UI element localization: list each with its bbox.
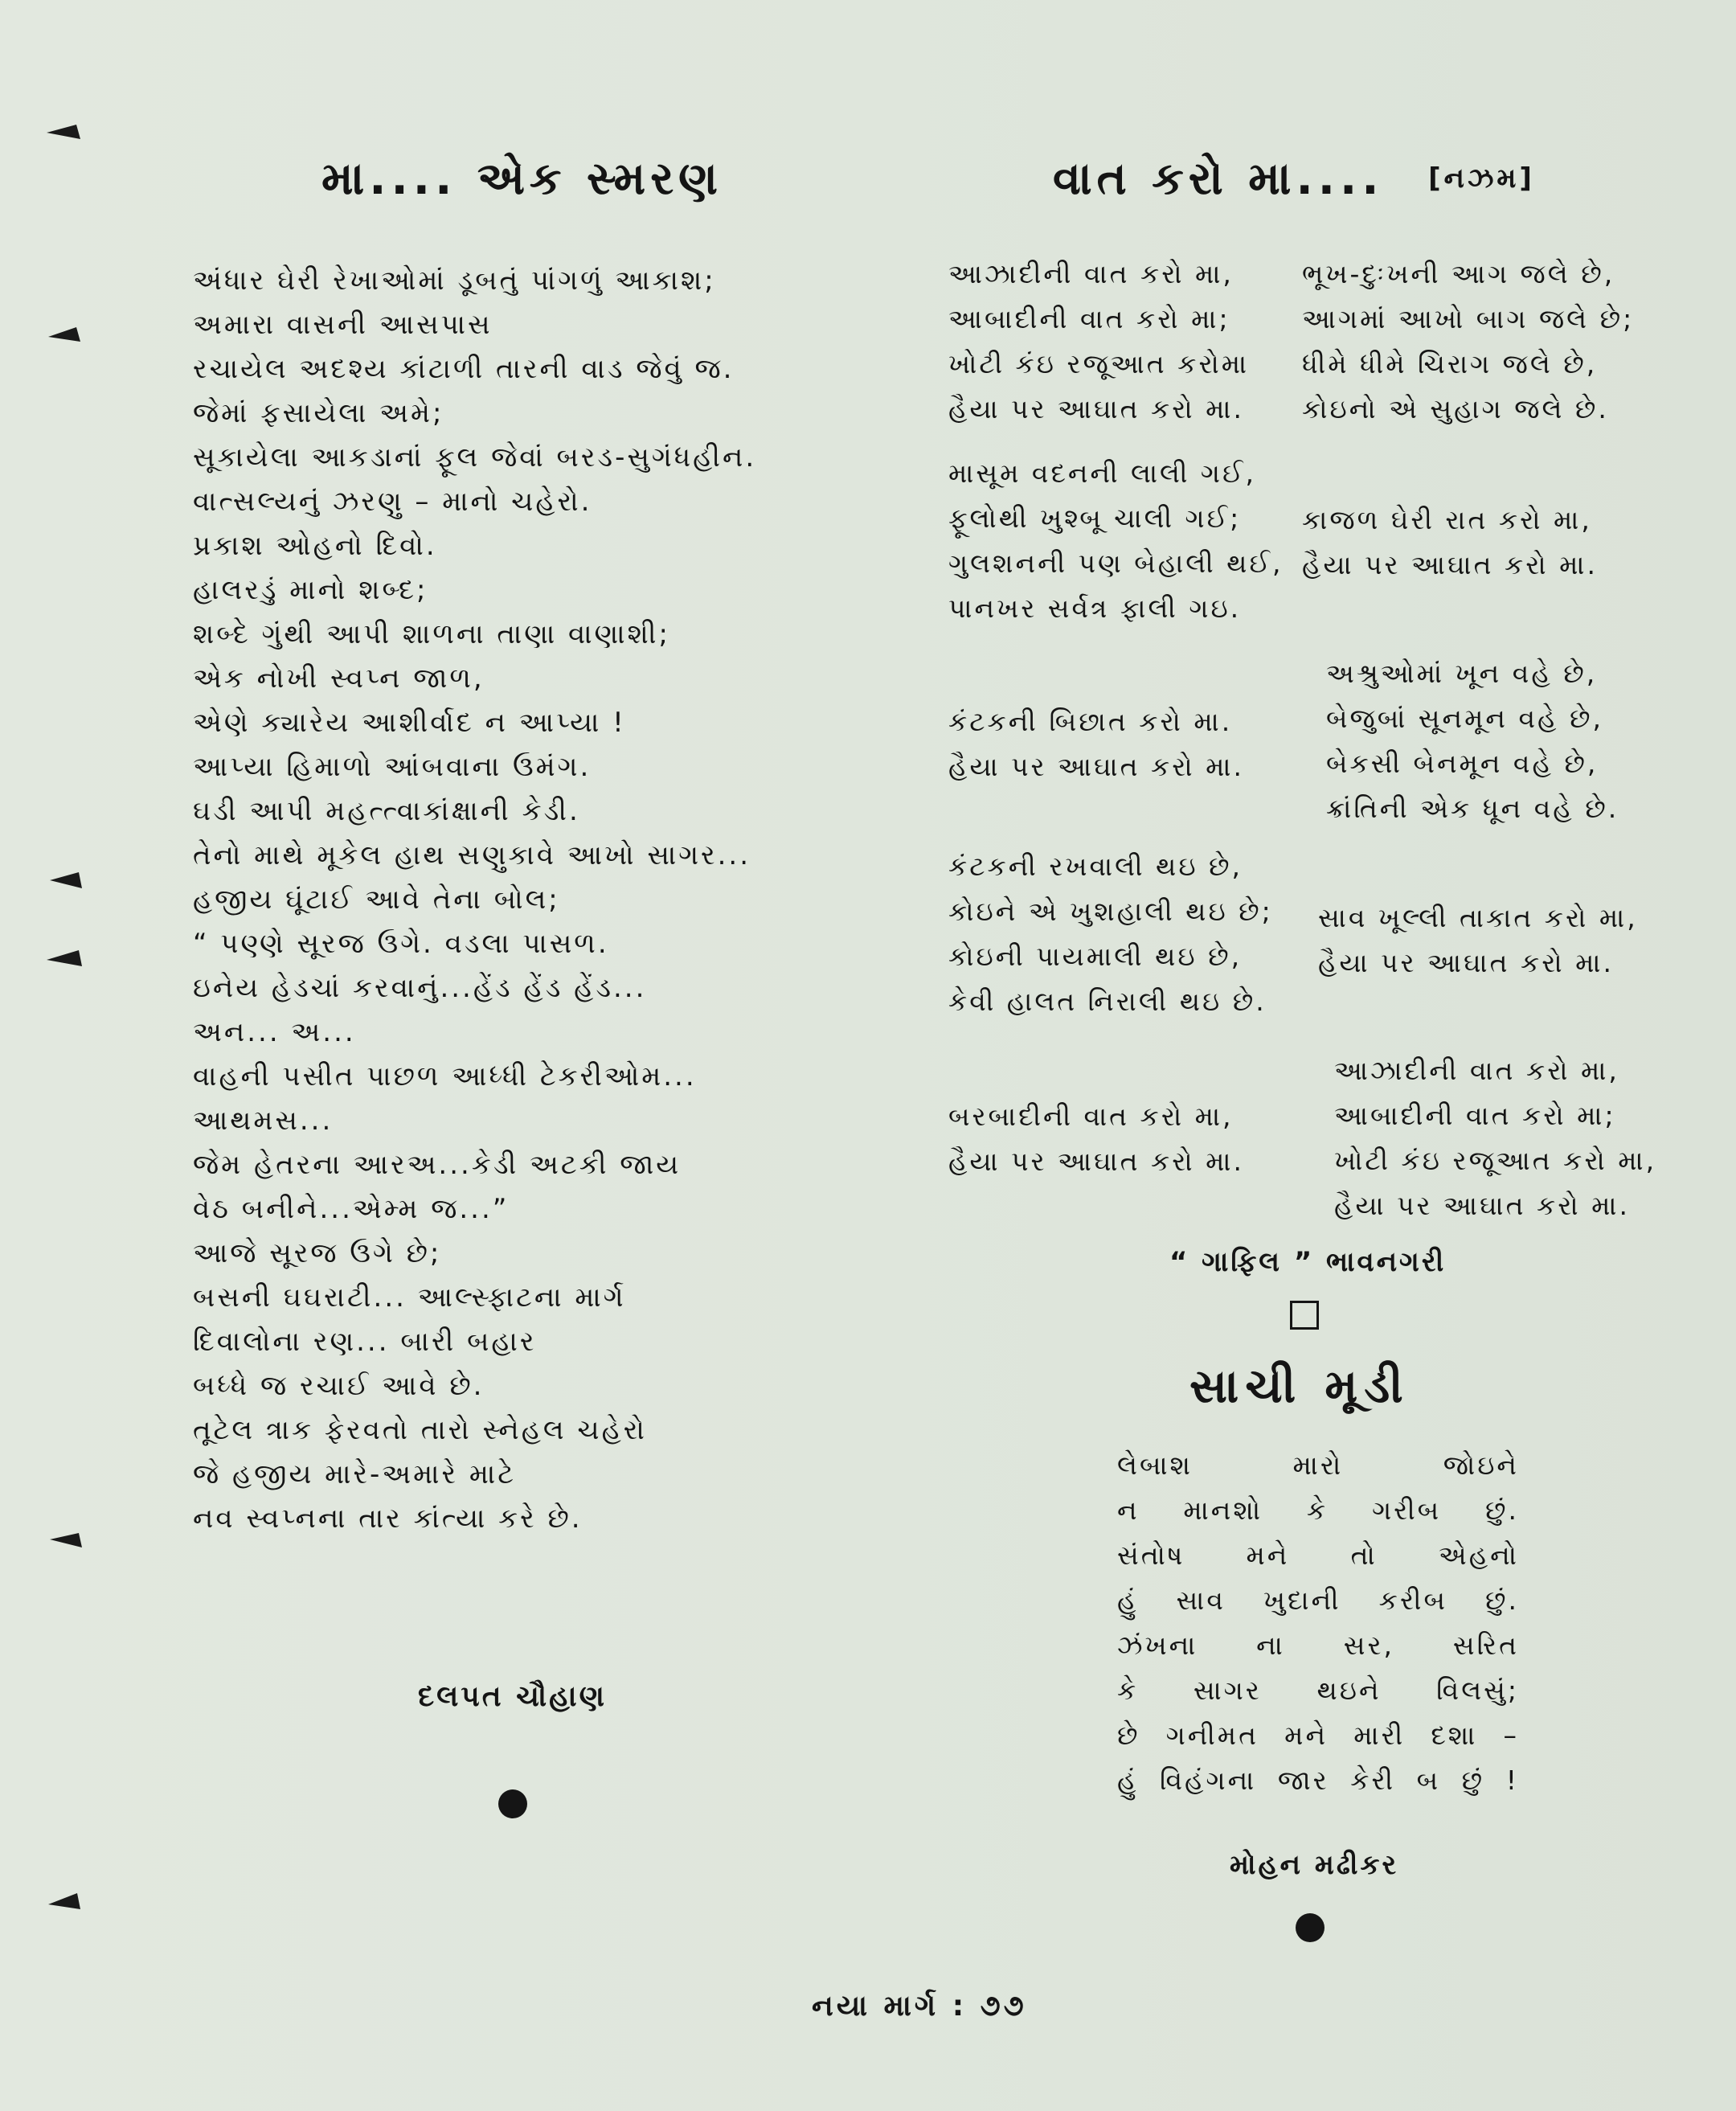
poem-line: રચાયેલ અદશ્ય કાંટાળી તારની વાડ જેવું જ. [193, 353, 735, 385]
punch-hole-mark [40, 109, 88, 157]
poem-line: કે સાગર થઇને વિલસું; [1117, 1674, 1519, 1706]
poem-line: અમારા વાસની આસપાસ [193, 309, 493, 341]
poem-line: આથમસ... [193, 1105, 334, 1137]
poem-line: આજે સૂરજ ઉગે છે; [193, 1237, 442, 1269]
poem-line: શબ્દે ગુંથી આપી શાળના તાણા વાણાશી; [193, 618, 670, 650]
poem-line: બેજુબાં સૂનમૂન વહે છે, [1326, 703, 1603, 734]
poem-line: ક્રાંતિની એક ધૂન વહે છે. [1326, 793, 1619, 824]
stanza-4-left [948, 844, 1273, 1024]
poem-line: કેવી હાલત નિરાલી થઇ છે. [948, 986, 1267, 1017]
poem-line: હાલરડું માનો શબ્દ; [193, 574, 428, 606]
poem-line: આબાદીની વાત કરો મા; [1334, 1100, 1616, 1131]
poem-line: હજીય ઘૂંટાઈ આવે તેના બોલ; [193, 883, 560, 916]
poem-line: જેમ હેતરના આરઅ...કેડી અટકી જાય [193, 1149, 682, 1181]
poem-line: લેબાશ મારો જોઇને [1117, 1449, 1519, 1481]
poem-line: તેનો માથે મૂકેલ હાથ સણુકાવે આખો સાગર... [193, 839, 751, 871]
stanza-5-right [1334, 1048, 1656, 1228]
poem-line: વેઠ બનીને...એમ્મ જ...” [193, 1193, 510, 1225]
poem-line: બરબાદીની વાત કરો મા, [948, 1101, 1234, 1132]
poem-line: ન માનશો કે ગરીબ છું. [1117, 1494, 1519, 1526]
poem-line: આબાદીની વાત કરો મા; [948, 303, 1230, 334]
poem-line: કાજળ ઘેરી રાત કરો મા, [1302, 504, 1592, 535]
poem-line: સાવ ખૂલ્લી તાકાત કરો મા, [1318, 902, 1638, 933]
stanza-5-left [948, 1094, 1244, 1184]
stanza-4-right [1318, 896, 1638, 986]
poem-line: ગુલશનની પણ બેહાલી થઈ, [948, 547, 1284, 579]
poem-line: હૈયા પર આઘાત કરો મા. [948, 1146, 1244, 1177]
poem-line: હૈયા પર આઘાત કરો મા. [948, 393, 1244, 424]
small-poem-title: સાચી મૂડી [1189, 1359, 1410, 1413]
poem-line: હૈયા પર આઘાત કરો મા. [1302, 549, 1598, 580]
poem-line: સંતોષ મને તો એહનો [1117, 1539, 1519, 1571]
left-poem-body [193, 259, 836, 1541]
poem-line: ઇનેય હેડચાં કરવાનું...હેંડ હેંડ હેંડ... [193, 972, 647, 1004]
poem-line: હૈયા પર આઘાત કરો મા. [1318, 947, 1614, 978]
poem-line: કોઇને એ ખુશહાલી થઇ છે; [948, 896, 1273, 927]
punch-hole-mark [40, 933, 88, 981]
square-separator-icon [1290, 1301, 1319, 1330]
poem-line: ખોટી કંઇ રજૂઆત કરોમા [948, 348, 1250, 379]
stanza-1-left [948, 252, 1249, 432]
stanza-3-left [948, 699, 1244, 789]
page-footer: નયા માર્ગ : ૭૭ [812, 1990, 1027, 2023]
poem-line: ફૂલોથી ખુશ્બૂ ચાલી ગઈ; [948, 502, 1242, 534]
poem-line: હૈયા પર આઘાત કરો મા. [1334, 1190, 1630, 1221]
poem-line: ધીમે ધીમે ચિરાગ જલે છે, [1302, 348, 1598, 379]
poem-line: હૈયા પર આઘાત કરો મા. [948, 751, 1244, 782]
punch-hole-mark [40, 1515, 88, 1564]
poem-line: “ પણ્ણે સૂરજ ઉગે. વડલા પાસળ. [193, 928, 609, 960]
poem-line: છે ગનીમત મને મારી દશા – [1117, 1720, 1519, 1751]
poem-line: અંધાર ઘેરી રેખાઓમાં ડૂબતું પાંગળું આકાશ; [193, 264, 716, 297]
poem-line: કોઇની પાયમાલી થઇ છે, [948, 941, 1243, 972]
poem-line: કંટકની બિછાત કરો મા. [948, 706, 1233, 737]
poem-line: જેમાં ફસાયેલા અમે; [193, 397, 444, 429]
poem-line: પાનખર સર્વત્ર ફાલી ગઇ. [948, 592, 1242, 624]
poem-line: આઝાદીની વાત કરો મા, [948, 258, 1234, 289]
poem-line: બેકસી બેનમૂન વહે છે, [1326, 748, 1599, 779]
poem-line: કંટકની રખવાલી થઇ છે, [948, 851, 1243, 882]
poem-line: વાત્સલ્યનું ઝરણુ – માનો ચહેરો. [193, 486, 592, 518]
poem-line: ભૂખ-દુઃખની આગ જલે છે, [1302, 258, 1615, 289]
poem-line: સૂકાયેલા આકડાનાં ફૂલ જેવાં બરડ-સુગંધહીન. [193, 441, 757, 473]
poem-line: અન... અ... [193, 1016, 356, 1048]
punch-hole-mark [40, 309, 88, 358]
poem-line: આપ્યા હિમાળો આંબવાના ઉમંગ. [193, 751, 592, 783]
left-poem-title: મા.... એક સ્મરણ [321, 153, 723, 205]
stanza-2-right [1302, 498, 1598, 588]
poem-line: આગમાં આખો બાગ જલે છે; [1302, 303, 1635, 334]
bullet-icon [1296, 1913, 1325, 1942]
poem-line: ખોટી કંઇ રજૂઆત કરો મા, [1334, 1145, 1657, 1176]
poem-line: જે હજીય મારે-અમારે માટે [193, 1458, 517, 1490]
right-poem-title [1053, 153, 1535, 206]
poem-line: એક નોખી સ્વપ્ન જાળ, [193, 662, 485, 695]
poem-line: આઝાદીની વાત કરો મા, [1334, 1055, 1619, 1086]
poem-line: વાહની પસીત પાછળ આધ્ધી ટેકરીઓમ... [193, 1060, 697, 1092]
left-poem-author: દલપત ચૌહાણ [418, 1680, 607, 1713]
poem-line: નવ સ્વપ્નના તાર કાંત્યા કરે છે. [193, 1502, 583, 1535]
poem-line: દિવાલોના રણ... બારી બહાર [193, 1326, 537, 1358]
poem-line: પ્રકાશ ઓહનો દિવો. [193, 530, 437, 562]
right-poem-genre: [નઝમ] [1428, 162, 1535, 195]
stanza-1-right [1302, 252, 1634, 432]
right-poem-title-text: વાત કરો મા.... [1053, 153, 1384, 205]
bullet-icon [498, 1789, 527, 1818]
poem-line: બસની ઘઘરાટી... આલ્સ્ફાટના માર્ગ [193, 1281, 626, 1314]
punch-hole-mark [40, 856, 88, 904]
poem-line: અશ્રુઓમાં ખૂન વહે છે, [1326, 658, 1598, 689]
poem-line: એણે ક્યારેય આશીર્વાદ ન આપ્યા ! [193, 707, 626, 739]
poem-line: માસૂમ વદનની લાલી ગઈ, [948, 457, 1256, 489]
poem-line: કોઇનો એ સુહાગ જલે છે. [1302, 393, 1609, 424]
stanza-3-right [1326, 651, 1619, 831]
poem-line: હું વિહંગના જાર કેરી બ છું ! [1117, 1765, 1519, 1796]
punch-hole-mark [40, 1877, 88, 1925]
poem-line: ઘડી આપી મહત્ત્વાકાંક્ષાની કેડી. [193, 795, 580, 827]
poem-line: બધ્ધે જ રચાઈ આવે છે. [193, 1370, 485, 1402]
poem-line: તૂટેલ ત્રાક ફેરવતો તારો સ્નેહલ ચહેરો [193, 1414, 647, 1446]
right-poem-author: “ ગાફિલ ” ભાવનગરી [1169, 1246, 1447, 1278]
stanza-2-left [948, 451, 1283, 631]
small-poem-author: મોહન મઢીકર [1230, 1849, 1399, 1881]
poem-line: ઝંખના ના સર, સરિત [1117, 1629, 1519, 1661]
small-poem-body [1117, 1443, 1519, 1803]
poem-line: હું સાવ ખુદાની કરીબ છું. [1117, 1584, 1519, 1616]
